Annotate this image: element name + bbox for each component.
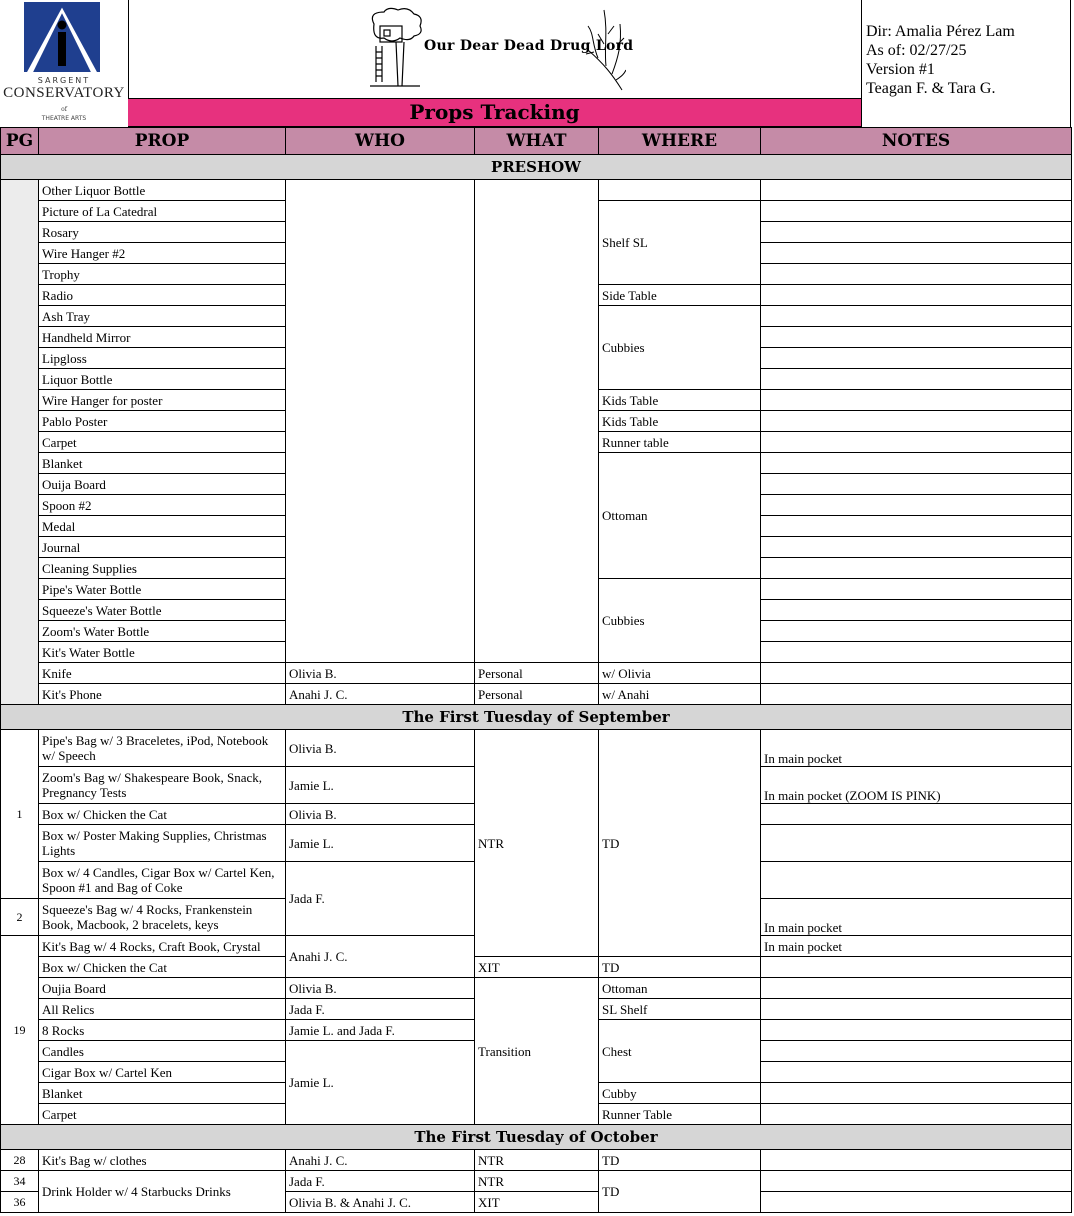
- col-notes: NOTES: [761, 128, 1072, 155]
- where-cell: Kids Table: [599, 390, 761, 411]
- notes-cell: [761, 474, 1072, 495]
- logo-figure-icon: [55, 20, 69, 68]
- section-header-preshow: [1, 155, 1072, 180]
- table-row: [1, 730, 1072, 767]
- who-cell: Jamie L.: [286, 1041, 475, 1125]
- what-cell: Transition: [475, 978, 599, 1125]
- notes-cell: [761, 1171, 1072, 1192]
- notes-cell: [761, 558, 1072, 579]
- where-cell: w/ Anahi: [599, 684, 761, 705]
- where-cell: TD: [599, 1150, 761, 1171]
- prop-cell: Squeeze's Bag w/ 4 Rocks, Frankenstein Book, Macbook, 2 bracelets, keys: [39, 899, 286, 936]
- table-row: [1, 663, 1072, 684]
- notes-cell: [761, 999, 1072, 1020]
- prop-cell: Kit's Bag w/ clothes: [39, 1150, 286, 1171]
- what-cell: XIT: [475, 1192, 599, 1213]
- where-cell: Chest: [599, 1020, 761, 1083]
- school-logo: [0, 0, 129, 127]
- prop-cell: Liquor Bottle: [39, 369, 286, 390]
- notes-cell: [761, 285, 1072, 306]
- where-cell: Runner Table: [599, 1104, 761, 1125]
- prop-cell: All Relics: [39, 999, 286, 1020]
- where-cell: Cubbies: [599, 306, 761, 390]
- table-row: [1, 684, 1072, 705]
- prop-cell: Kit's Phone: [39, 684, 286, 705]
- notes-cell: [761, 1020, 1072, 1041]
- prop-cell: Box w/ Chicken the Cat: [39, 804, 286, 825]
- logo-text-sargent: SARGENT: [37, 76, 91, 85]
- logo-text-of: of: [61, 106, 67, 113]
- where-cell: Runner table: [599, 432, 761, 453]
- notes-cell: [761, 390, 1072, 411]
- table-row: [1, 180, 1072, 201]
- who-cell: Jamie L.: [286, 767, 475, 804]
- show-logo-area: [128, 0, 861, 98]
- what-cell: NTR: [475, 1150, 599, 1171]
- prop-cell: Journal: [39, 537, 286, 558]
- what-cell: NTR: [475, 730, 599, 957]
- column-header-row: [1, 128, 1072, 155]
- notes-cell: [761, 1083, 1072, 1104]
- who-cell: Jada F.: [286, 1171, 475, 1192]
- who-cell: Jamie L.: [286, 825, 475, 862]
- prop-cell: Box w/ 4 Candles, Cigar Box w/ Cartel Ken, Spoon #1 and Bag of Coke: [39, 862, 286, 899]
- notes-cell: [761, 1062, 1072, 1083]
- crew-text: Teagan F. & Tara G.: [866, 80, 996, 97]
- what-cell: [475, 180, 599, 663]
- prop-cell: Other Liquor Bottle: [39, 180, 286, 201]
- prop-cell: Candles: [39, 1041, 286, 1062]
- notes-cell: [761, 201, 1072, 222]
- col-who: WHO: [286, 128, 475, 155]
- who-cell: Olivia B.: [286, 663, 475, 684]
- prop-cell: Zoom's Bag w/ Shakespeare Book, Snack, Pregnancy Tests: [39, 767, 286, 804]
- pg-cell: 19: [1, 936, 39, 1125]
- prop-cell: Squeeze's Water Bottle: [39, 600, 286, 621]
- prop-cell: Carpet: [39, 432, 286, 453]
- prop-cell: Ouija Board: [39, 474, 286, 495]
- prop-cell: Pipe's Water Bottle: [39, 579, 286, 600]
- prop-cell: Picture of La Catedral: [39, 201, 286, 222]
- prop-cell: Radio: [39, 285, 286, 306]
- who-cell: Olivia B. & Anahi J. C.: [286, 1192, 475, 1213]
- notes-cell: In main pocket: [761, 899, 1072, 936]
- prop-cell: Rosary: [39, 222, 286, 243]
- notes-cell: [761, 978, 1072, 999]
- table-row: [1, 1150, 1072, 1171]
- where-cell: Side Table: [599, 285, 761, 306]
- who-cell: Anahi J. C.: [286, 1150, 475, 1171]
- prop-cell: Blanket: [39, 1083, 286, 1104]
- who-cell: Anahi J. C.: [286, 936, 475, 978]
- who-cell: Anahi J. C.: [286, 684, 475, 705]
- notes-cell: [761, 243, 1072, 264]
- where-cell: Ottoman: [599, 978, 761, 999]
- notes-cell: [761, 1104, 1072, 1125]
- branch-icon: [582, 4, 626, 92]
- prop-cell: Pablo Poster: [39, 411, 286, 432]
- prop-cell: Box w/ Poster Making Supplies, Christmas Lights: [39, 825, 286, 862]
- section-header-september: [1, 705, 1072, 730]
- what-cell: NTR: [475, 1171, 599, 1192]
- notes-cell: [761, 621, 1072, 642]
- where-cell: Ottoman: [599, 453, 761, 579]
- section-title: The First Tuesday of September: [1, 705, 1072, 730]
- notes-cell: [761, 1041, 1072, 1062]
- document-header: [0, 0, 1072, 127]
- notes-cell: [761, 306, 1072, 327]
- treehouse-icon: [366, 6, 424, 90]
- where-cell: TD: [599, 1171, 761, 1213]
- where-cell: w/ Olivia: [599, 663, 761, 684]
- pg-cell: 28: [1, 1150, 39, 1171]
- where-cell: Cubby: [599, 1083, 761, 1104]
- prop-cell: Blanket: [39, 453, 286, 474]
- col-prop: PROP: [39, 128, 286, 155]
- table-row: [1, 1171, 1072, 1192]
- who-cell: Jada F.: [286, 862, 475, 936]
- table-row: [1, 978, 1072, 999]
- notes-cell: [761, 222, 1072, 243]
- col-pg: PG: [1, 128, 39, 155]
- prop-cell: Oujia Board: [39, 978, 286, 999]
- where-cell: [599, 180, 761, 201]
- logo-text-conservatory: CONSERVATORY: [3, 85, 125, 101]
- prop-cell: 8 Rocks: [39, 1020, 286, 1041]
- prop-cell: Medal: [39, 516, 286, 537]
- notes-cell: [761, 1150, 1072, 1171]
- notes-cell: [761, 684, 1072, 705]
- what-cell: Personal: [475, 663, 599, 684]
- prop-cell: Wire Hanger for poster: [39, 390, 286, 411]
- prop-cell: Kit's Water Bottle: [39, 642, 286, 663]
- what-cell: Personal: [475, 684, 599, 705]
- section-header-october: [1, 1125, 1072, 1150]
- pg-cell: 2: [1, 899, 39, 936]
- where-cell: TD: [599, 957, 761, 978]
- where-cell: SL Shelf: [599, 999, 761, 1020]
- notes-cell: [761, 862, 1072, 899]
- notes-cell: [761, 663, 1072, 684]
- notes-cell: [761, 1192, 1072, 1213]
- prop-cell: Kit's Bag w/ 4 Rocks, Craft Book, Crystal: [39, 936, 286, 957]
- notes-cell: [761, 411, 1072, 432]
- prop-cell: Knife: [39, 663, 286, 684]
- notes-cell: In main pocket: [761, 730, 1072, 767]
- prop-cell: Wire Hanger #2: [39, 243, 286, 264]
- where-cell: Cubbies: [599, 579, 761, 663]
- notes-cell: In main pocket (ZOOM IS PINK): [761, 767, 1072, 804]
- notes-cell: [761, 600, 1072, 621]
- notes-cell: [761, 579, 1072, 600]
- notes-cell: [761, 327, 1072, 348]
- notes-cell: [761, 348, 1072, 369]
- notes-cell: [761, 495, 1072, 516]
- prop-cell: Box w/ Chicken the Cat: [39, 957, 286, 978]
- version-text: Version #1: [866, 61, 935, 78]
- what-cell: XIT: [475, 957, 599, 978]
- pg-cell: 36: [1, 1192, 39, 1213]
- who-cell: Olivia B.: [286, 978, 475, 999]
- where-cell: TD: [599, 730, 761, 957]
- table-row: [1, 957, 1072, 978]
- notes-cell: [761, 957, 1072, 978]
- where-cell: Kids Table: [599, 411, 761, 432]
- show-title: Our Dear Dead Drug Lord: [424, 38, 634, 54]
- prop-cell: Spoon #2: [39, 495, 286, 516]
- prop-cell: Carpet: [39, 1104, 286, 1125]
- notes-cell: [761, 804, 1072, 825]
- notes-cell: [761, 825, 1072, 862]
- who-cell: Jamie L. and Jada F.: [286, 1020, 475, 1041]
- notes-cell: [761, 264, 1072, 285]
- notes-cell: [761, 180, 1072, 201]
- prop-cell: Pipe's Bag w/ 3 Braceletes, iPod, Notebook w/ Speech: [39, 730, 286, 767]
- pg-cell: [1, 180, 39, 705]
- notes-cell: [761, 432, 1072, 453]
- col-what: WHAT: [475, 128, 599, 155]
- props-table: [0, 127, 1072, 1213]
- section-title: The First Tuesday of October: [1, 1125, 1072, 1150]
- col-where: WHERE: [599, 128, 761, 155]
- pg-cell: 1: [1, 730, 39, 899]
- as-of-date: As of: 02/27/25: [866, 42, 967, 59]
- notes-cell: [761, 453, 1072, 474]
- pg-cell: 34: [1, 1171, 39, 1192]
- notes-cell: [761, 516, 1072, 537]
- who-cell: [286, 180, 475, 663]
- prop-cell: Drink Holder w/ 4 Starbucks Drinks: [39, 1171, 286, 1213]
- section-title: PRESHOW: [1, 155, 1072, 180]
- prop-cell: Zoom's Water Bottle: [39, 621, 286, 642]
- notes-cell: [761, 369, 1072, 390]
- who-cell: Jada F.: [286, 999, 475, 1020]
- where-cell: Shelf SL: [599, 201, 761, 285]
- prop-cell: Cigar Box w/ Cartel Ken: [39, 1062, 286, 1083]
- notes-cell: [761, 537, 1072, 558]
- prop-cell: Trophy: [39, 264, 286, 285]
- notes-cell: [761, 642, 1072, 663]
- prop-cell: Lipgloss: [39, 348, 286, 369]
- notes-cell: In main pocket: [761, 936, 1072, 957]
- logo-text-theatre-arts: THEATRE ARTS: [41, 115, 87, 122]
- prop-cell: Handheld Mirror: [39, 327, 286, 348]
- who-cell: Olivia B.: [286, 804, 475, 825]
- director-text: Dir: Amalia Pérez Lam: [866, 23, 1015, 40]
- sheet-title: Props Tracking: [128, 98, 861, 127]
- prop-cell: Cleaning Supplies: [39, 558, 286, 579]
- prop-cell: Ash Tray: [39, 306, 286, 327]
- production-info: [861, 0, 1071, 127]
- who-cell: Olivia B.: [286, 730, 475, 767]
